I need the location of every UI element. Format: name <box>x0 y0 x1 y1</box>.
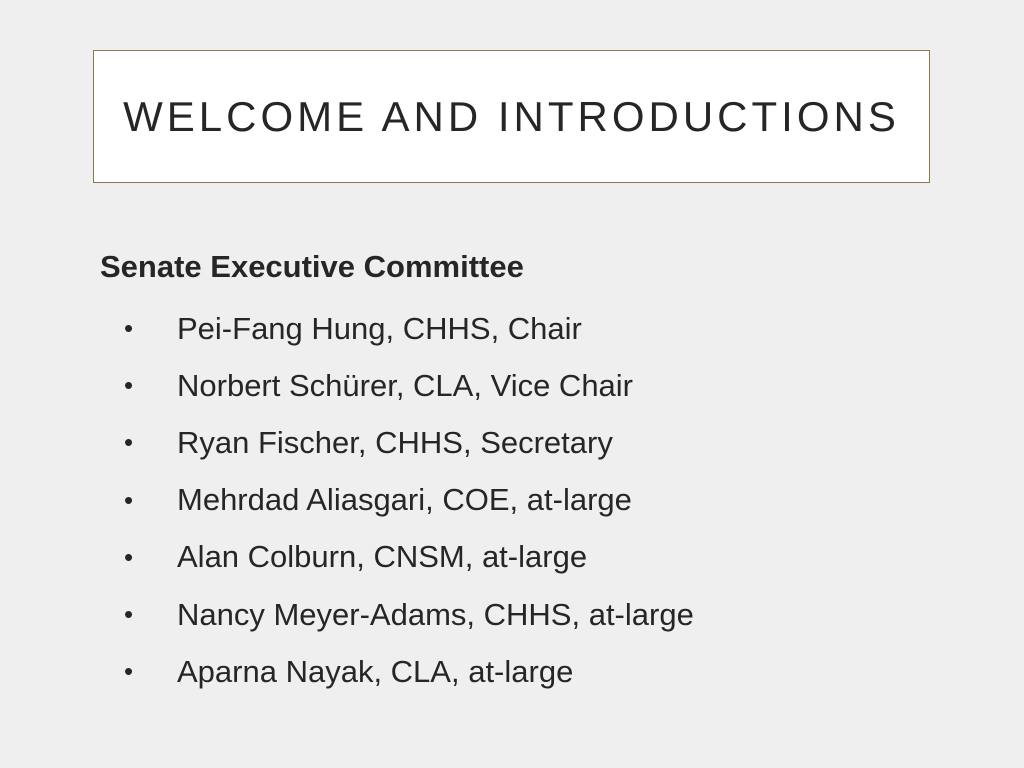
bullet-icon: • <box>124 599 134 630</box>
member-name: Norbert Schürer, CLA, Vice Chair <box>177 367 634 403</box>
member-name: Aparna Nayak, CLA, at-large <box>177 653 574 689</box>
title-box <box>93 50 930 183</box>
bullet-icon: • <box>124 656 134 687</box>
slide-content <box>100 242 920 700</box>
list-item <box>100 300 920 357</box>
bullet-icon: • <box>124 313 134 344</box>
bullet-icon: • <box>124 427 134 458</box>
member-name: Pei-Fang Hung, CHHS, Chair <box>177 310 582 346</box>
section-heading: Senate Executive Committee <box>100 249 524 284</box>
slide-title: WELCOME AND INTRODUCTIONS <box>123 92 900 140</box>
bullet-icon: • <box>124 370 134 401</box>
list-item <box>100 529 920 586</box>
bullet-icon: • <box>124 484 134 515</box>
member-name: Ryan Fischer, CHHS, Secretary <box>177 424 613 460</box>
bullet-icon: • <box>124 541 134 572</box>
list-item <box>100 414 920 471</box>
list-item <box>100 643 920 700</box>
member-name: Mehrdad Aliasgari, COE, at-large <box>177 482 632 518</box>
member-name: Nancy Meyer-Adams, CHHS, at-large <box>177 596 694 632</box>
committee-member-list <box>100 300 920 700</box>
member-name: Alan Colburn, CNSM, at-large <box>177 539 588 575</box>
list-item <box>100 357 920 414</box>
list-item <box>100 472 920 529</box>
list-item <box>100 586 920 643</box>
